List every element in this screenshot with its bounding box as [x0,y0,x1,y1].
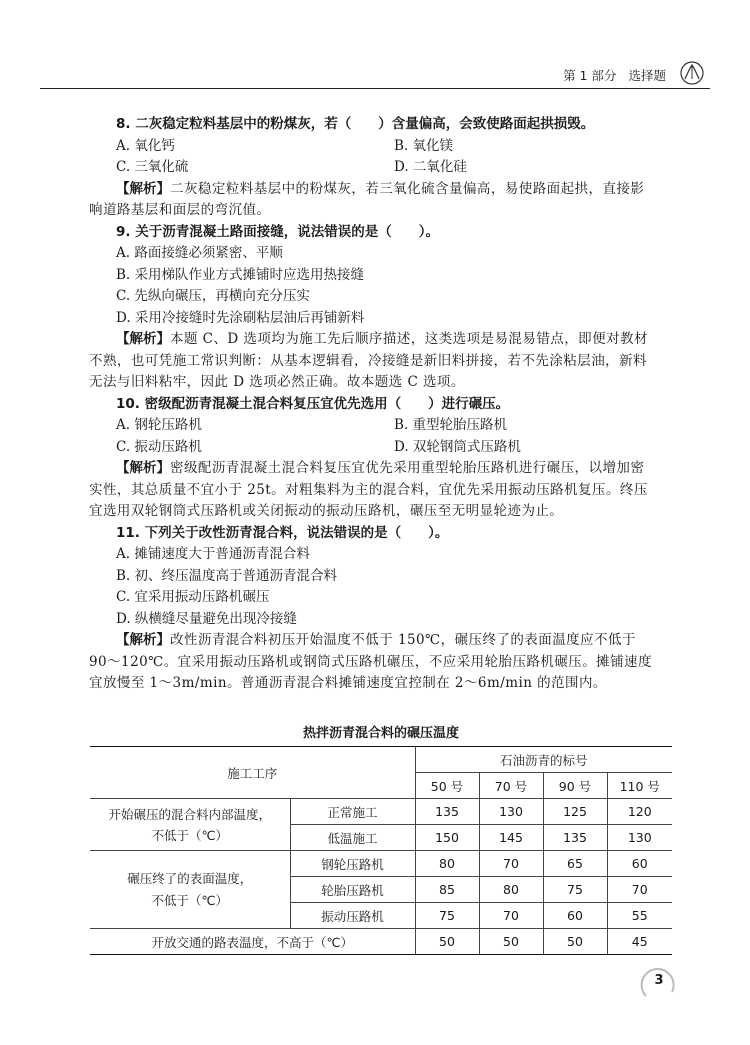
option: B. 重型轮胎压路机 [394,417,508,433]
value-cell: 50 [479,929,543,955]
analysis-tag: 【解析】 [116,331,170,347]
question-8-analysis [89,179,672,222]
running-header [563,66,666,84]
analysis-line: 90～120℃。宜采用振动压路机或钢筒式压路机碾压，不应采用轮胎压路机碾压。摊铺速度 [89,653,652,670]
grade-cell: 50 号 [415,773,479,799]
question-9-title: 9. 关于沥青混凝土路面接缝，说法错误的是（ ）。 [116,223,439,240]
option: A. 钢轮压路机 [116,417,202,433]
option: C. 振动压路机 [116,438,202,455]
sub-label: 钢轮压路机 [290,851,415,877]
header-section: 选择题 [628,68,666,83]
value-cell: 130 [607,825,672,851]
analysis-line: 本题 C、D 选项均为施工先后顺序描述，这类选项是易混易错点，即便对教材 [170,331,648,347]
value-cell: 135 [415,799,479,825]
analysis-tag: 【解析】 [116,632,170,648]
group-label [90,851,290,929]
analysis-tag: 【解析】 [116,460,170,476]
grade-cell: 90 号 [543,773,607,799]
value-cell: 65 [543,851,607,877]
sub-label: 轮胎压路机 [290,877,415,903]
analysis-line: 二灰稳定粒料基层中的粉煤灰，若三氧化硫含量偏高，易使路面起拱，直接影 [170,180,645,197]
sub-label: 正常施工 [290,799,415,825]
analysis-line: 密级配沥青混凝土混合料复压宜优先采用重型轮胎压路机进行碾压，以增加密 [170,460,645,476]
grade-cell: 70 号 [479,773,543,799]
value-cell: 50 [543,929,607,955]
value-cell: 75 [415,903,479,929]
question-10-analysis [89,458,672,523]
question-9-analysis [89,329,672,394]
analysis-tag: 【解析】 [116,180,170,197]
analysis-line: 改性沥青混合料初压开始温度不低于 150℃，碾压终了的表面温度应不低于 [170,632,636,648]
option: A. 氧化钙 [116,137,175,154]
header-part: 第 1 部分 [563,68,617,83]
analysis-line: 宜选用双轮钢筒式压路机或关闭振动的振动压路机，碾压至无明显轮迹为止。 [89,503,564,519]
question-11-analysis [89,630,672,695]
value-cell: 80 [415,851,479,877]
analysis-line: 响道路基层和面层的弯沉值。 [89,202,271,218]
value-cell: 135 [543,825,607,851]
compaction-temperature-table [90,746,672,955]
page-number: 3 [654,973,664,988]
option: B. 采用梯队作业方式摊铺时应选用热接缝 [116,266,365,283]
option: A. 路面接缝必须紧密、平顺 [116,245,283,261]
table-row [90,851,672,877]
value-cell: 70 [479,903,543,929]
question-8-title: 8. 二灰稳定粒料基层中的粉煤灰，若（ ）含量偏高，会致使路面起拱损毁。 [116,116,595,132]
analysis-line: 宜放慢至 1～3m/min。普通沥青混合料摊铺速度宜控制在 2～6m/min 的范围内。 [89,675,607,691]
questions-content [89,114,672,695]
group-label-line: 开始碾压的混合料内部温度， [108,806,271,822]
option: C. 三氧化硫 [116,159,189,175]
value-cell: 50 [415,929,479,955]
table-title: 热拌沥青混合料的碾压温度 [302,726,459,741]
table-header-row [90,747,672,773]
analysis-line: 无法与旧料粘牢，因此 D 选项必然正确。故本题选 C 选项。 [89,374,465,390]
value-cell: 60 [543,903,607,929]
group-label-line: 碾压终了的表面温度， [127,870,253,886]
value-cell: 145 [479,825,543,851]
open-traffic-label: 开放交通的路表温度，不高于（℃） [90,929,415,955]
value-cell: 125 [543,799,607,825]
header-grade-group: 石油沥青的标号 [415,747,672,773]
option: D. 二氧化硅 [394,159,467,175]
value-cell: 130 [479,799,543,825]
value-cell: 85 [415,877,479,903]
option: D. 双轮钢筒式压路机 [394,438,521,455]
option: D. 纵横缝尽量避免出现冷接缝 [116,610,297,627]
analysis-line: 实性，其总质量不宜小于 25t。对粗集料为主的混合料，宜优先采用振动压路机复压。终压 [89,481,648,498]
table-row [90,929,672,955]
header-process: 施工工序 [90,747,415,799]
analysis-line: 不熟，也可凭施工常识判断：从基本逻辑看，冷接缝是新旧料拼接，若不先涂粘层油，新料 [89,352,647,369]
group-label-line: 不低于（℃） [151,827,229,843]
book-logo-icon [678,60,706,86]
question-10-options-row-2 [116,437,672,459]
question-8-options-row-1 [116,136,672,158]
question-10-options-row-1 [116,415,672,437]
value-cell: 80 [479,877,543,903]
grade-cell: 110 号 [607,773,672,799]
sub-label: 振动压路机 [290,903,415,929]
option: A. 摊铺速度大于普通沥青混合料 [116,546,310,562]
question-8-options-row-2 [116,157,672,179]
table-row [90,799,672,825]
value-cell: 60 [607,851,672,877]
option: B. 初、终压温度高于普通沥青混合料 [116,567,338,584]
group-label-line: 不低于（℃） [151,892,229,908]
value-cell: 45 [607,929,672,955]
header-rule [40,88,710,89]
option: B. 氧化镁 [394,137,454,154]
option: D. 采用冷接缝时先涂刷粘层油后再铺新料 [116,309,365,326]
value-cell: 120 [607,799,672,825]
group-label [90,799,290,851]
sub-label: 低温施工 [290,825,415,851]
value-cell: 55 [607,903,672,929]
value-cell: 75 [543,877,607,903]
value-cell: 150 [415,825,479,851]
option: C. 宜采用振动压路机碾压 [116,589,270,605]
value-cell: 70 [607,877,672,903]
question-11-title: 11. 下列关于改性沥青混合料，说法错误的是（ ）。 [116,524,449,541]
question-10-title: 10. 密级配沥青混凝土混合料复压宜优先选用（ ）进行碾压。 [116,395,510,412]
option: C. 先纵向碾压，再横向充分压实 [116,288,310,304]
value-cell: 70 [479,851,543,877]
